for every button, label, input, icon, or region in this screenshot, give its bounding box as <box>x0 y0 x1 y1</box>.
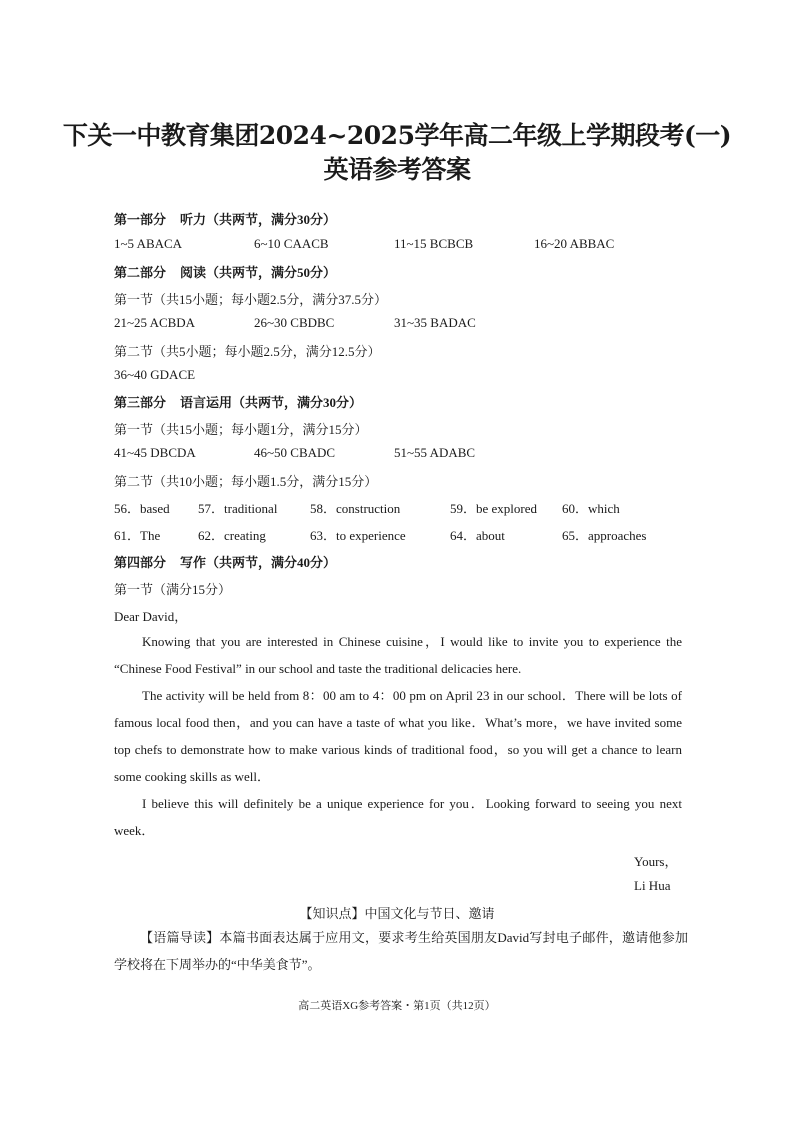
knowledge-point: 【知识点】中国文化与节日、邀请 <box>299 906 495 921</box>
fill-answer: 63．to experience <box>310 528 406 543</box>
fill-answer: 62．creating <box>198 528 266 543</box>
part3-section1: 第一节（共15小题；每小题1分，满分15分） <box>114 422 368 437</box>
answer-group: 6~10 CAACB <box>254 236 329 251</box>
document-title: 下关一中教育集团2024~2025学年高二年级上学期段考(一) <box>62 121 732 150</box>
answer-group: 46~50 CBADC <box>254 445 336 460</box>
letter-greeting: Dear David， <box>114 609 188 624</box>
answer-group: 16~20 ABBAC <box>534 236 615 251</box>
answer-group: 11~15 BCBCB <box>394 236 474 251</box>
part4-section1: 第一节（满分15分） <box>114 582 232 597</box>
fill-answer: 60．which <box>562 501 620 516</box>
part3-heading: 第三部分 语言运用（共两节，满分30分） <box>114 395 363 410</box>
part2-section1: 第一节（共15小题；每小题2.5分，满分37.5分） <box>114 292 388 307</box>
fill-answer: 61．The <box>114 528 161 543</box>
fill-answer: 59．be explored <box>450 501 538 516</box>
letter-paragraph: Knowing that you are interested in Chinese cuisine，I would like to invite you to experience the “Chinese Food Festival” in our school and taste the traditional delicacies here. <box>114 634 682 676</box>
part3-section2: 第二节（共10小题；每小题1.5分，满分15分） <box>114 474 378 489</box>
part1-heading: 第一部分 听力（共两节，满分30分） <box>114 212 337 227</box>
answer-group: 1~5 ABACA <box>114 236 183 251</box>
fill-answer: 58．construction <box>310 501 401 516</box>
fill-answer: 57．traditional <box>198 501 278 516</box>
answer-group: 36~40 GDACE <box>114 367 196 382</box>
answer-group: 21~25 ACBDA <box>114 315 196 330</box>
part4-heading: 第四部分 写作（共两节，满分40分） <box>114 555 337 570</box>
answer-group: 41~45 DBCDA <box>114 445 196 460</box>
document-subtitle: 英语参考答案 <box>323 155 471 184</box>
fill-answer: 56．based <box>114 501 170 516</box>
letter-paragraph: I believe this will definitely be a unique experience for you．Looking forward to seeing you next week． <box>114 796 682 838</box>
page-footer: 高二英语XG参考答案・第1页（共12页） <box>298 1000 496 1012</box>
answer-group: 51~55 ADABC <box>394 445 476 460</box>
answer-group: 31~35 BADAC <box>394 315 476 330</box>
fill-answer: 65．approaches <box>562 528 647 543</box>
letter-paragraph: The activity will be held from 8：00 am to 4：00 pm on April 23 in our school．There will be lots of famous local food then，and you can have a taste of what you like．What’s more，we have invited some top chefs to demonstrate how to make various kinds of traditional food，so you will get a chance to learn some cooking skills as well． <box>114 688 682 784</box>
answer-group: 26~30 CBDBC <box>254 315 335 330</box>
passage-guide: 【语篇导读】本篇书面表达属于应用文，要求考生给英国朋友David写封电子邮件，邀请他参加学校将在下周举办的“中华美食节”。 <box>114 930 688 972</box>
letter-signature: Li Hua <box>634 878 671 893</box>
part2-section2: 第二节（共5小题；每小题2.5分，满分12.5分） <box>114 344 381 359</box>
fill-answer: 64．about <box>450 528 505 543</box>
part2-heading: 第二部分 阅读（共两节，满分50分） <box>114 265 337 280</box>
letter-closing: Yours， <box>634 854 678 869</box>
